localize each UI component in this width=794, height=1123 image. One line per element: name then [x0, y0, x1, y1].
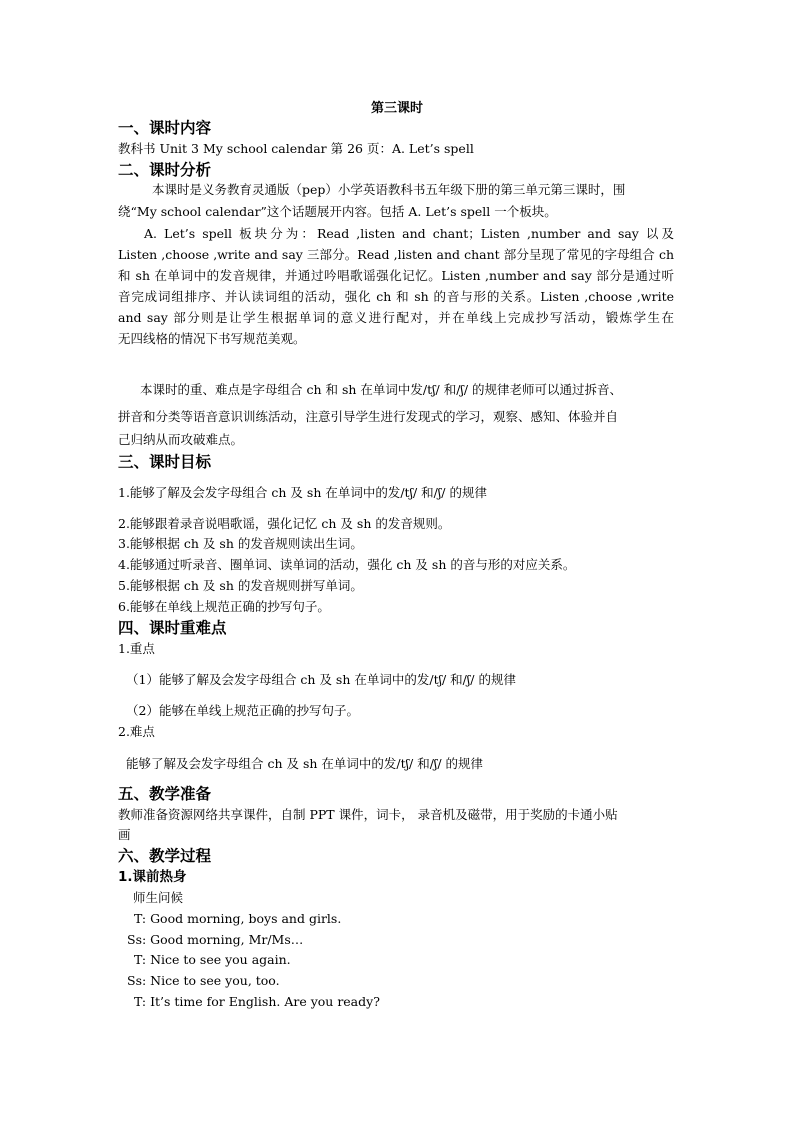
subsection-heading-warmup: 1.课前热身 [118, 869, 187, 885]
key-points-label: 1.重点 [118, 641, 155, 656]
list-item: 1.能够了解及会发字母组合 ch 及 sh 在单词中的发/tʃ/ 和/ʃ/ 的规律 [118, 485, 487, 500]
preparation-text-line: 教师准备资源网络共享课件，自制 PPT 课件，词卡， 录音机及磁带，用于奖励的卡通小贴 [118, 807, 618, 822]
section-heading-preparation: 五、教学准备 [118, 785, 212, 803]
section-heading-key-points: 四、课时重难点 [118, 619, 227, 637]
text-line: 己归纳从而攻破难点。 [118, 432, 244, 447]
list-item: 4.能够通过听录音、圈单词、读单词的活动，强化 ch 及 sh 的音与形的对应关系。 [118, 557, 576, 572]
dialog-line: T: It’s time for English. Are you ready? [134, 994, 380, 1009]
text-line: 和 sh 在单词中的发音规律，并通过吟唱歌谣强化记忆。Listen ,number and say 部分是通过听 [118, 268, 674, 283]
text-line: and say 部分则是让学生根据单词的意义进行配对，并在单线上完成抄写活动，锻炼学生在 [118, 310, 674, 325]
dialog-line: T: Nice to see you again. [134, 952, 291, 967]
section-heading-content: 一、课时内容 [118, 119, 212, 137]
section-heading-process: 六、教学过程 [118, 847, 212, 865]
page-title: 第三课时 [370, 101, 423, 116]
difficulty-point: 能够了解及会发字母组合 ch 及 sh 在单词中的发/tʃ/ 和/ʃ/ 的规律 [126, 756, 484, 771]
dialog-line: T: Good morning, boys and girls. [134, 911, 342, 926]
list-item: 5.能够根据 ch 及 sh 的发音规则拼写单词。 [118, 578, 363, 593]
text-line: Listen ,choose ,write and say 三部分。Read ,listen and chant 部分呈现了常见的字母组合 ch [118, 247, 674, 262]
text-line: 本课时是义务教育灵通版（pep）小学英语教科书五年级下册的第三单元第三课时，围 [152, 182, 626, 197]
key-point-1: （1）能够了解及会发字母组合 ch 及 sh 在单词中的发/tʃ/ 和/ʃ/ 的规律 [126, 672, 516, 687]
key-point-2: （2）能够在单线上规范正确的抄写句子。 [126, 703, 359, 718]
text-line: A. Let’s spell 板块分为：Read ,listen and chant；Listen ,number and say 以及 [144, 226, 674, 241]
textbook-reference: 教科书 Unit 3 My school calendar 第 26 页：A. Let’s spell [118, 141, 474, 156]
section-heading-objectives: 三、课时目标 [118, 453, 212, 471]
difficulty-label: 2.难点 [118, 724, 155, 739]
list-item: 6.能够在单线上规范正确的抄写句子。 [118, 599, 330, 614]
section-heading-analysis: 二、课时分析 [118, 161, 212, 179]
list-item: 3.能够根据 ch 及 sh 的发音规则读出生词。 [118, 536, 363, 551]
list-item: 2.能够跟着录音说唱歌谣，强化记忆 ch 及 sh 的发音规则。 [118, 516, 451, 531]
text-line: 本课时的重、难点是字母组合 ch 和 sh 在单词中发/tʃ/ 和/ʃ/ 的规律老师可以通过拆音、 [140, 382, 623, 397]
text-line: 无四线格的情况下书写规范美观。 [118, 331, 306, 346]
text-line: 音完成词组排序、并认读词组的活动，强化 ch 和 sh 的音与形的关系。Listen ,choose ,write [118, 289, 674, 304]
text-line: 绕“My school calendar”这个话题展开内容。包括 A. Let’s spell 一个板块。 [118, 204, 557, 219]
preparation-text-line: 画 [118, 827, 131, 842]
text-line: 拼音和分类等语音意识训练活动，注意引导学生进行发现式的学习，观察、感知、体验并自 [118, 409, 619, 424]
dialog-line: Ss: Good morning, Mr/Ms… [127, 932, 304, 947]
dialog-line: Ss: Nice to see you, too. [127, 973, 280, 988]
greeting-label: 师生问候 [133, 890, 184, 905]
